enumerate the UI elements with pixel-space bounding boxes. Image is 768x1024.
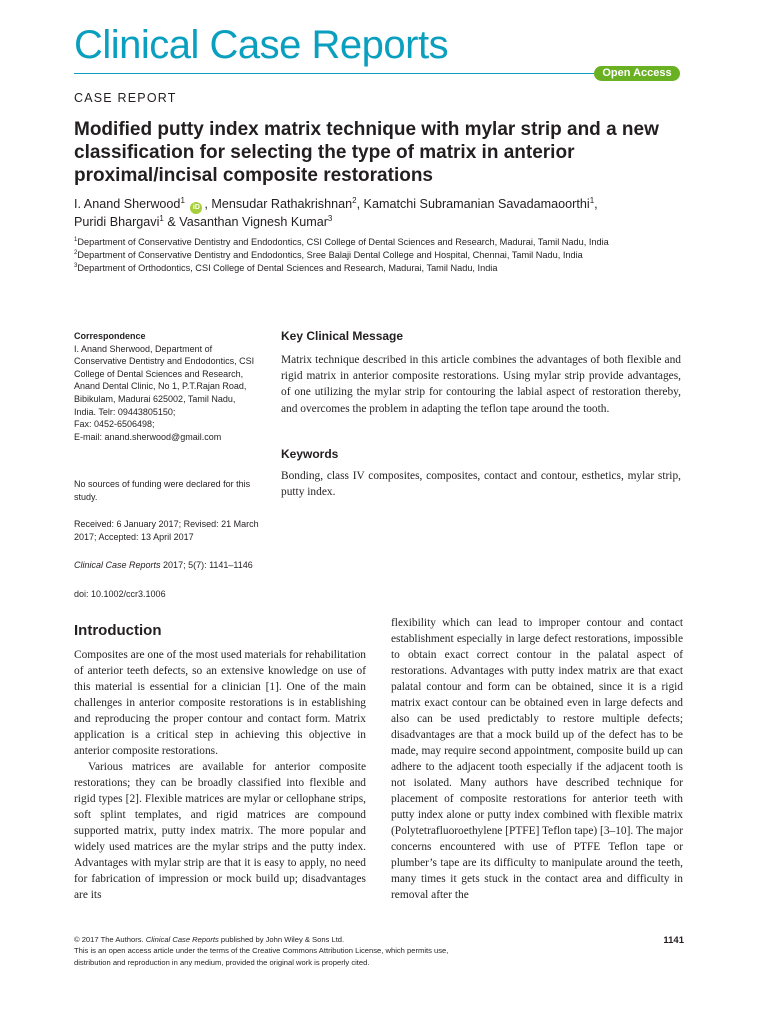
affiliation-number: 1 xyxy=(74,237,78,243)
author-affiliation-mark: 1 xyxy=(180,196,185,205)
introduction-heading: Introduction xyxy=(74,622,162,639)
correspondence-title: Correspondence xyxy=(74,331,146,341)
author-list xyxy=(74,196,714,231)
correspondence-line: Fax: 0452-6506498; xyxy=(74,419,155,430)
intro-paragraph: Composites are one of the most used materials for rehabilitation of anterior teeth defects, so an extensive knowledge on use of this material is essential for a clinician [1]. One of the main challenges in anterior composite restorations is in establishing and reproducing the proper contour and contact form. Matrix application is a critical step in achieving this objective in anterior composite restorations. xyxy=(74,649,366,757)
body-column-left xyxy=(74,647,366,903)
author-affiliation-mark: 1 xyxy=(159,214,164,223)
affiliation-item xyxy=(74,236,714,249)
affiliation-number: 3 xyxy=(74,263,78,269)
affiliation-item xyxy=(74,249,714,262)
header-rule xyxy=(74,73,594,74)
copyright-line xyxy=(74,934,554,945)
license-line: This is an open access article under the terms of the Creative Commons Attribution License, which permits use, xyxy=(74,946,449,956)
affiliations xyxy=(74,236,714,275)
author-separator: , xyxy=(594,197,598,211)
correspondence-line: I. Anand Sherwood, Department of xyxy=(74,343,213,354)
citation-details: 2017; 5(7): 1141–1146 xyxy=(160,560,253,570)
correspondence-line: Bibikulam, Madurai 625002, Tamil Nadu, xyxy=(74,393,236,404)
author-name: , Mensudar Rathakrishnan xyxy=(204,197,353,211)
funding-line: study. xyxy=(74,491,98,502)
dates-line: 2017; Accepted: 13 April 2017 xyxy=(74,531,194,542)
correspondence-line: India. Telr: 09443805150; xyxy=(74,406,176,417)
open-access-badge: Open Access xyxy=(594,66,680,81)
journal-title: Clinical Case Reports xyxy=(74,23,449,67)
intro-paragraph: Various matrices are available for anterior composite restorations; they can be broadly classified into flexible and rigid types [2]. Flexible matrices are mylar or cellophane strips, soft splint templates, and rigid matrices are compound supported matrix, putty index matrix. The more popular and widely used matrices are the mylar strips and the putty index. Advantages with mylar strip are that it is easy to apply, no need for fabrication of impression or mock build up; disadvantages are its xyxy=(74,761,366,901)
section-label: CASE REPORT xyxy=(74,91,177,105)
correspondence-line: Conservative Dentistry and Endodontics, CSI xyxy=(74,356,255,367)
funding-note xyxy=(74,478,266,503)
citation-journal: Clinical Case Reports xyxy=(74,560,161,570)
citation xyxy=(74,559,266,572)
footer-license xyxy=(74,934,554,968)
author-name: Puridi Bhargavi xyxy=(74,215,160,229)
page-number: 1141 xyxy=(663,935,684,946)
author-affiliation-mark: 2 xyxy=(352,196,357,205)
orcid-icon[interactable]: iD xyxy=(190,202,202,214)
intro-paragraph-continued: flexibility which can lead to improper contour and contact establishment especially in large defect restorations, impossible to obtain exact correct contour in the palatal aspect of restorations. Advantages with putty index matrix are that exact palatal contour and form can be obtained, since it is a rigid matrix exact contour can be obtained even in large defects and also can be used predictably to restore multiple defects; disadvantages are that a mock build up of the defect has to be made, may require second appointment, composite build up can adhere to the adjacent tooth especially if the adjacent tooth is not isolated. Many authors have described technique for placement of composite restorations for anterior teeth with putty index alone or putty index combined with flexible matrix (Polytetrafluoroethylene [PTFE] Teflon tape) [3–10]. The major concerns encountered with use of PTFE Teflon tape or plumber’s tape are its difficulty to manipulate around the teeth, many times it gets stuck in the contact area and difficulty in removal after the xyxy=(391,617,684,901)
author-name: & Vasanthan Vignesh Kumar xyxy=(163,215,328,229)
keywords-text: Bonding, class IV composites, composites, contact and contour, esthetics, mylar strip, putty index. xyxy=(281,470,681,499)
article-title: Modified putty index matrix technique with mylar strip and a new classification for selecting the type of matrix in anterior proximal/incisal composite restorations xyxy=(74,119,659,186)
copyright-journal: Clinical Case Reports xyxy=(145,935,219,944)
author-name: , Kamatchi Subramanian Savadamaoorthi xyxy=(356,197,590,211)
doi-link[interactable]: doi: 10.1002/ccr3.1006 xyxy=(74,589,166,599)
affiliation-text: Department of Orthodontics, CSI College of Dental Sciences and Research, Madurai, Tamil Nadu, India xyxy=(77,263,498,273)
funding-line: No sources of funding were declared for this xyxy=(74,479,251,489)
author-name: I. Anand Sherwood xyxy=(74,197,181,211)
copyright-prefix: © 2017 The Authors. xyxy=(74,935,146,944)
key-message-text: Matrix technique described in this article combines the advantages of both flexible and rigid matrix in anterior composite restorations. Using mylar strip provide advantages, of one utilizing the mylar strip for contouring the labial aspect of restoration thereby, and overcomes the problem in adapting the teflon tape around the tooth. xyxy=(281,354,681,415)
affiliation-text: Department of Conservative Dentistry and Endodontics, Sree Balaji Dental College and Hospital, Chennai, Tamil Nadu, India xyxy=(77,250,583,260)
affiliation-number: 2 xyxy=(74,250,78,256)
correspondence-block xyxy=(74,330,266,443)
email-link[interactable]: E-mail: anand.sherwood@gmail.com xyxy=(74,431,222,442)
license-line: distribution and reproduction in any medium, provided the original work is properly cited. xyxy=(74,957,370,967)
copyright-suffix: published by John Wiley & Sons Ltd. xyxy=(218,935,345,944)
dates-note xyxy=(74,518,266,543)
key-message-title: Key Clinical Message xyxy=(281,329,404,343)
keywords-title: Keywords xyxy=(281,447,339,461)
author-affiliation-mark: 1 xyxy=(589,196,595,205)
dates-line: Received: 6 January 2017; Revised: 21 March xyxy=(74,519,259,529)
correspondence-line: College of Dental Sciences and Research, xyxy=(74,368,244,379)
correspondence-line: Anand Dental Clinic, No 1, P.T.Rajan Road, xyxy=(74,381,247,392)
affiliation-text: Department of Conservative Dentistry and Endodontics, CSI College of Dental Sciences and Research, Madurai, Tamil Nadu, India xyxy=(77,237,609,247)
body-column-right xyxy=(391,615,683,903)
affiliation-item xyxy=(74,262,714,275)
author-affiliation-mark: 3 xyxy=(327,214,333,223)
